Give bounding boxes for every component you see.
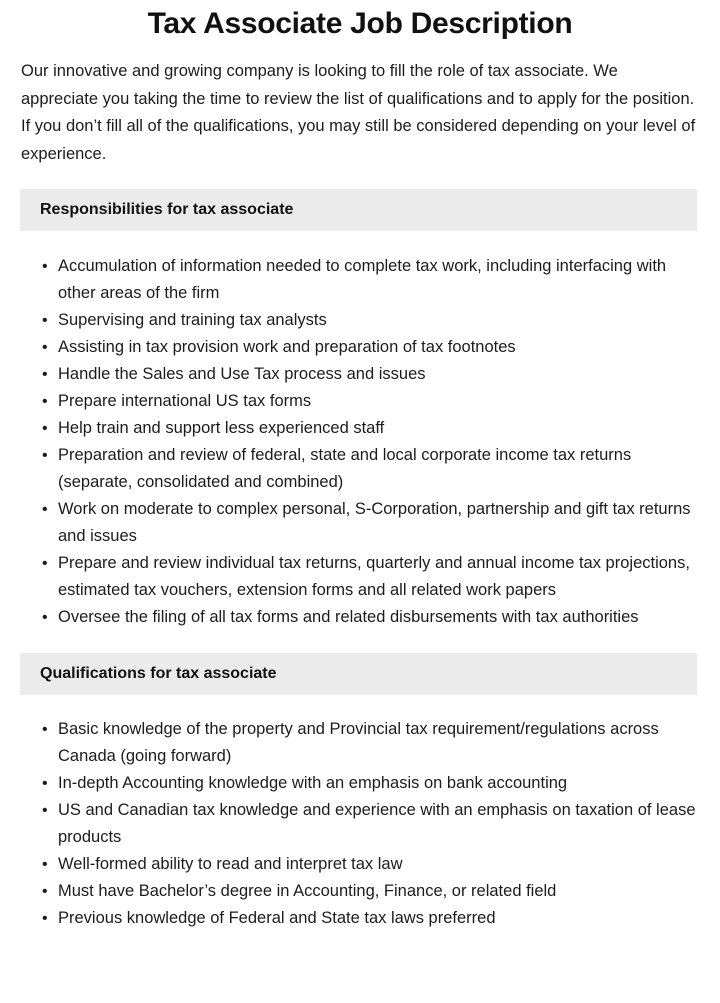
list-item: • Preparation and review of federal, state and local corporate income tax returns (separate, consolidated and combined) (0, 442, 720, 496)
section-header-qualifications: Qualifications for tax associate (20, 653, 697, 695)
section-responsibilities (0, 189, 720, 631)
intro-paragraph: Our innovative and growing company is looking to fill the role of tax associate. We appreciate you taking the time to review the list of qualifications and to apply for the position. If you don’t fill all of the qualifications, you may still be considered depending on your level of experience. (21, 62, 696, 163)
list-item: • Work on moderate to complex personal, S-Corporation, partnership and gift tax returns and issues (0, 496, 720, 550)
list-item: • Supervising and training tax analysts (0, 307, 720, 334)
list-item: • Previous knowledge of Federal and State tax laws preferred (0, 905, 720, 932)
list-item: • US and Canadian tax knowledge and experience with an emphasis on taxation of lease products (0, 797, 720, 851)
list-item: • In-depth Accounting knowledge with an emphasis on bank accounting (0, 770, 720, 797)
page-title: Tax Associate Job Description (147, 7, 573, 40)
section-header-responsibilities: Responsibilities for tax associate (20, 189, 697, 231)
list-item: • Help train and support less experienced staff (0, 415, 720, 442)
responsibilities-list (0, 231, 720, 631)
list-item: • Accumulation of information needed to complete tax work, including interfacing with other areas of the firm (0, 253, 720, 307)
list-item: • Prepare international US tax forms (0, 388, 720, 415)
list-item: • Must have Bachelor’s degree in Accounting, Finance, or related field (0, 878, 720, 905)
list-item: • Well-formed ability to read and interpret tax law (0, 851, 720, 878)
list-item: • Basic knowledge of the property and Provincial tax requirement/regulations across Canada (going forward) (0, 716, 720, 770)
list-item: • Prepare and review individual tax returns, quarterly and annual income tax projections, estimated tax vouchers, extension forms and all related work papers (0, 550, 720, 604)
list-item: • Oversee the filing of all tax forms and related disbursements with tax authorities (0, 604, 720, 631)
list-item: • Handle the Sales and Use Tax process and issues (0, 361, 720, 388)
list-item: • Assisting in tax provision work and preparation of tax footnotes (0, 334, 720, 361)
qualifications-list (0, 695, 720, 932)
section-qualifications (0, 653, 720, 932)
